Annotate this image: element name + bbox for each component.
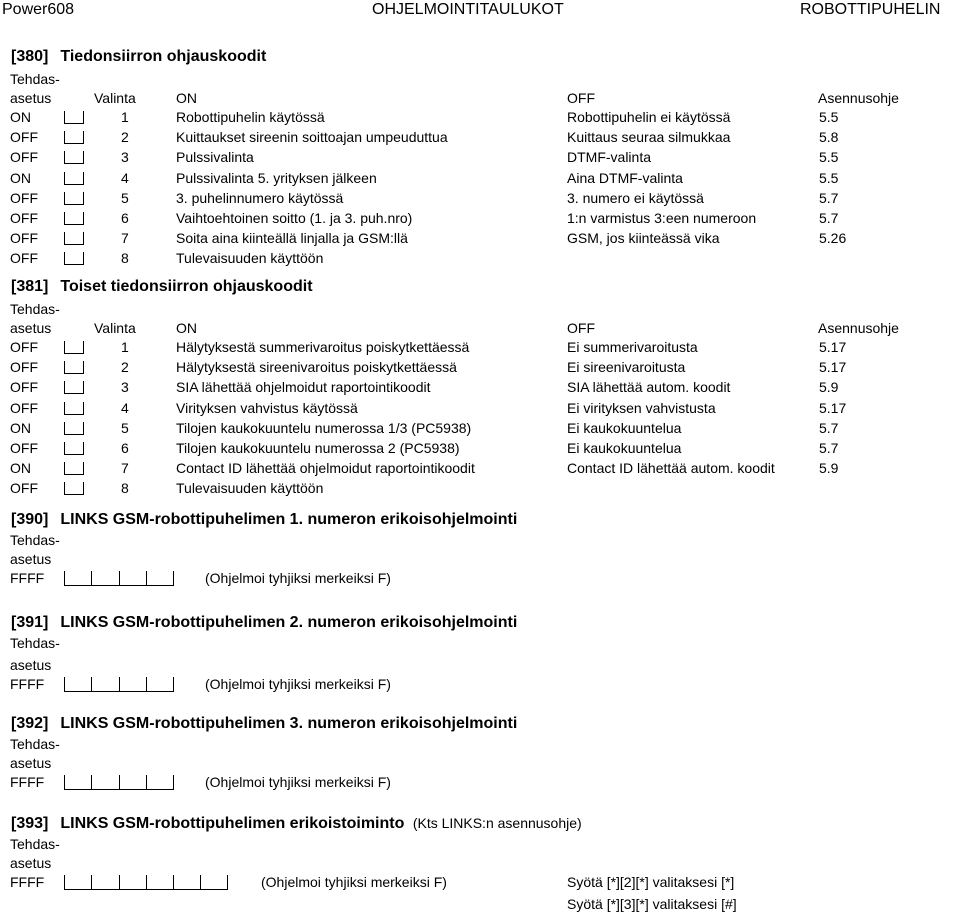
row-off-text: Contact ID lähettää autom. koodit xyxy=(567,460,775,477)
row-default: OFF xyxy=(10,210,38,226)
entry-boxes[interactable] xyxy=(64,571,174,586)
row-on-text: 3. puhelinnumero käytössä xyxy=(176,189,344,206)
row-on-text: Tulevaisuuden käyttöön xyxy=(176,250,324,267)
option-checkbox[interactable] xyxy=(64,381,84,394)
col-option: Valinta xyxy=(94,320,136,336)
row-on-text: Hälytyksestä summerivaroitus poiskytkettäessä xyxy=(176,339,470,355)
entry-boxes[interactable] xyxy=(64,775,174,790)
row-option-number: 2 xyxy=(121,129,129,146)
section-subtitle: (Kts LINKS:n asennusohje) xyxy=(412,815,582,831)
row-on-text: Pulssivalinta xyxy=(176,149,254,166)
row-off-text: 1:n varmistus 3:een numeroon xyxy=(567,210,757,226)
entry-boxes[interactable] xyxy=(64,875,228,890)
row-option-number: 3 xyxy=(121,149,129,166)
row-default: ON xyxy=(10,109,31,125)
row-on-text: Robottipuhelin käytössä xyxy=(176,109,325,125)
option-checkbox[interactable] xyxy=(64,422,84,435)
row-on-text: Virityksen vahvistus käytössä xyxy=(176,399,358,416)
row-on-text: Kuittaukset sireenin soittoajan umpeuduttua xyxy=(176,129,448,146)
col-default-1: Tehdas- xyxy=(10,301,60,317)
section-number: [392] xyxy=(11,715,49,732)
col-guide: Asennusohje xyxy=(818,90,899,106)
row-option-number: 1 xyxy=(121,109,129,125)
section-title xyxy=(11,815,582,833)
row-off-text: GSM, jos kiinteässä vika xyxy=(567,230,720,247)
row-off-text: SIA lähettää autom. koodit xyxy=(567,379,731,396)
page-header xyxy=(0,0,960,22)
col-option: Valinta xyxy=(94,90,136,106)
option-checkbox[interactable] xyxy=(64,462,84,475)
default-value: FFFF xyxy=(10,570,45,586)
col-default-1: Tehdas- xyxy=(10,836,60,852)
option-checkbox[interactable] xyxy=(64,212,84,225)
row-off-text: Aina DTMF-valinta xyxy=(567,169,683,186)
row-guide-ref: 5.7 xyxy=(819,210,839,226)
row-option-number: 5 xyxy=(121,419,129,436)
row-option-number: 1 xyxy=(121,339,129,355)
row-off-text: DTMF-valinta xyxy=(567,149,652,166)
entry-note: (Ohjelmoi tyhjiksi merkeiksi F) xyxy=(205,676,391,692)
row-option-number: 2 xyxy=(121,359,129,376)
entry-note: (Ohjelmoi tyhjiksi merkeiksi F) xyxy=(205,774,391,790)
row-default: OFF xyxy=(10,339,38,355)
row-on-text: Tulevaisuuden käyttöön xyxy=(176,480,324,497)
row-default: ON xyxy=(10,419,31,436)
section-title xyxy=(11,278,313,296)
hint-star: Syötä [*][2][*] valitaksesi [*] xyxy=(567,874,735,890)
option-checkbox[interactable] xyxy=(64,192,84,205)
section-380 xyxy=(8,44,958,267)
section-392 xyxy=(8,711,958,801)
row-guide-ref: 5.5 xyxy=(819,149,839,166)
col-default-2: asetus xyxy=(10,855,52,871)
entry-note: (Ohjelmoi tyhjiksi merkeiksi F) xyxy=(261,874,447,890)
row-guide-ref: 5.5 xyxy=(819,109,839,125)
col-default-2: asetus xyxy=(10,657,52,673)
header-section: ROBOTTIPUHELIN xyxy=(800,1,941,18)
row-off-text: Ei sireenivaroitusta xyxy=(567,359,686,376)
section-391 xyxy=(8,610,958,700)
row-off-text: 3. numero ei käytössä xyxy=(567,189,704,206)
section-title xyxy=(11,511,517,529)
row-option-number: 8 xyxy=(121,480,129,497)
section-number: [390] xyxy=(11,511,49,528)
header-title: OHJELMOINTITAULUKOT xyxy=(372,1,564,18)
entry-note: (Ohjelmoi tyhjiksi merkeiksi F) xyxy=(205,570,391,586)
row-option-number: 7 xyxy=(121,230,129,247)
option-checkbox[interactable] xyxy=(64,131,84,144)
option-checkbox[interactable] xyxy=(64,111,84,124)
row-option-number: 6 xyxy=(121,210,129,226)
section-name: Tiedonsiirron ohjauskoodit xyxy=(60,48,267,65)
row-off-text: Ei virityksen vahvistusta xyxy=(567,399,716,416)
row-on-text: Contact ID lähettää ohjelmoidut raportointikoodit xyxy=(176,460,475,477)
row-option-number: 3 xyxy=(121,379,129,396)
row-default: OFF xyxy=(10,480,38,497)
section-title xyxy=(11,614,517,632)
row-off-text: Ei kaukokuuntelua xyxy=(567,419,682,436)
section-name: LINKS GSM-robottipuhelimen 2. numeron erikoisohjelmointi xyxy=(60,614,518,631)
option-checkbox[interactable] xyxy=(64,232,84,245)
row-on-text: Tilojen kaukokuuntelu numerossa 1/3 (PC5938) xyxy=(176,419,472,436)
section-381 xyxy=(8,274,958,497)
row-default: ON xyxy=(10,169,31,186)
row-off-text: Robottipuhelin ei käytössä xyxy=(567,109,731,125)
option-checkbox[interactable] xyxy=(64,442,84,455)
row-guide-ref: 5.17 xyxy=(819,399,847,416)
row-on-text: Hälytyksestä sireenivaroitus poiskytkettäessä xyxy=(176,359,457,376)
section-name: LINKS GSM-robottipuhelimen erikoistoiminto xyxy=(60,815,405,832)
col-default-1: Tehdas- xyxy=(10,71,60,87)
section-390 xyxy=(8,507,958,597)
row-off-text: Kuittaus seuraa silmukkaa xyxy=(567,129,731,146)
option-checkbox[interactable] xyxy=(64,341,84,354)
section-title xyxy=(11,715,517,733)
section-number: [393] xyxy=(11,815,49,832)
col-off: OFF xyxy=(567,320,595,336)
row-on-text: Pulssivalinta 5. yrityksen jälkeen xyxy=(176,169,377,186)
header-model: Power608 xyxy=(2,1,75,18)
row-option-number: 4 xyxy=(121,169,129,186)
row-guide-ref: 5.7 xyxy=(819,189,839,206)
hint-hash: Syötä [*][3][*] valitaksesi [#] xyxy=(567,896,737,912)
col-default-1: Tehdas- xyxy=(10,532,60,548)
row-default: OFF xyxy=(10,440,38,456)
row-default: OFF xyxy=(10,230,38,247)
row-default: OFF xyxy=(10,129,38,146)
row-option-number: 8 xyxy=(121,250,129,267)
row-guide-ref: 5.8 xyxy=(819,129,839,146)
option-checkbox[interactable] xyxy=(64,151,84,164)
row-option-number: 5 xyxy=(121,189,129,206)
row-on-text: Tilojen kaukokuuntelu numerossa 2 (PC5938) xyxy=(176,440,460,456)
row-option-number: 6 xyxy=(121,440,129,456)
row-off-text: Ei kaukokuuntelua xyxy=(567,440,682,456)
row-default: ON xyxy=(10,460,31,477)
row-guide-ref: 5.5 xyxy=(819,169,839,186)
section-name: LINKS GSM-robottipuhelimen 1. numeron erikoisohjelmointi xyxy=(60,511,518,528)
row-guide-ref: 5.7 xyxy=(819,440,839,456)
section-393 xyxy=(8,811,958,915)
section-number: [380] xyxy=(11,48,49,65)
col-default-2: asetus xyxy=(10,551,52,567)
col-default-2: asetus xyxy=(10,90,52,106)
option-checkbox[interactable] xyxy=(64,252,84,265)
section-number: [381] xyxy=(11,278,49,295)
col-default-1: Tehdas- xyxy=(10,736,60,752)
row-option-number: 7 xyxy=(121,460,129,477)
col-on: ON xyxy=(176,320,197,336)
option-checkbox[interactable] xyxy=(64,402,84,415)
row-default: OFF xyxy=(10,149,38,166)
col-off: OFF xyxy=(567,90,595,106)
option-checkbox[interactable] xyxy=(64,172,84,185)
row-guide-ref: 5.17 xyxy=(819,339,847,355)
row-option-number: 4 xyxy=(121,399,129,416)
row-guide-ref: 5.7 xyxy=(819,419,839,436)
row-default: OFF xyxy=(10,399,38,416)
option-checkbox[interactable] xyxy=(64,361,84,374)
default-value: FFFF xyxy=(10,676,45,692)
col-default-2: asetus xyxy=(10,320,52,336)
col-on: ON xyxy=(176,90,197,106)
section-name: LINKS GSM-robottipuhelimen 3. numeron erikoisohjelmointi xyxy=(60,715,518,732)
default-value: FFFF xyxy=(10,874,45,890)
row-default: OFF xyxy=(10,189,38,206)
default-value: FFFF xyxy=(10,774,45,790)
entry-boxes[interactable] xyxy=(64,677,174,692)
row-default: OFF xyxy=(10,379,38,396)
section-title xyxy=(11,48,266,66)
row-on-text: Soita aina kiinteällä linjalla ja GSM:llä xyxy=(176,230,408,247)
col-default-1: Tehdas- xyxy=(10,635,60,651)
row-guide-ref: 5.17 xyxy=(819,359,847,376)
row-guide-ref: 5.9 xyxy=(819,460,839,477)
row-on-text: SIA lähettää ohjelmoidut raportointikoodit xyxy=(176,379,431,396)
row-off-text: Ei summerivaroitusta xyxy=(567,339,698,355)
row-guide-ref: 5.26 xyxy=(819,230,847,247)
section-number: [391] xyxy=(11,614,49,631)
option-checkbox[interactable] xyxy=(64,482,84,495)
row-guide-ref: 5.9 xyxy=(819,379,839,396)
row-on-text: Vaihtoehtoinen soitto (1. ja 3. puh.nro) xyxy=(176,210,413,226)
row-default: OFF xyxy=(10,250,38,267)
section-name: Toiset tiedonsiirron ohjauskoodit xyxy=(60,278,313,295)
row-default: OFF xyxy=(10,359,38,376)
col-guide: Asennusohje xyxy=(818,320,899,336)
col-default-2: asetus xyxy=(10,755,52,771)
